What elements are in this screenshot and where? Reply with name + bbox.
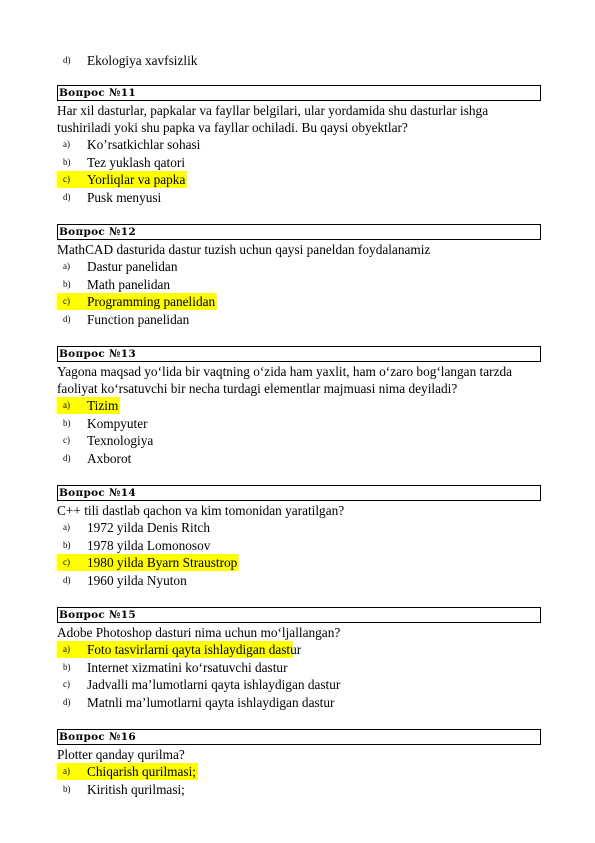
answer-text: Ekologiya xavfsizlik — [87, 52, 198, 68]
answer-option-highlighted — [57, 397, 541, 415]
answer-letter: c) — [63, 435, 70, 446]
answer-letter: d) — [63, 696, 71, 707]
question-header: Вопрос №16 — [57, 729, 541, 745]
answer-letter: c) — [57, 171, 87, 188]
question-block — [57, 729, 541, 798]
question-text: C++ tili dastlab qachon va kim tomonidan yaratilgan? — [57, 503, 345, 518]
question-text: Plotter qanday qurilma? — [57, 747, 185, 762]
answer-letter: a) — [57, 397, 87, 414]
answer-option-highlighted — [57, 293, 541, 311]
answer-text: Yorliqlar va papka — [87, 172, 186, 188]
answer-letter: c) — [57, 554, 87, 571]
answer-text: Pusk menyusi — [87, 189, 162, 205]
answer-letter: a) — [57, 763, 87, 780]
answer-text: Axborot — [87, 450, 132, 466]
answer-text: 1978 yilda Lomonosov — [87, 537, 211, 553]
answer-letter: a) — [63, 522, 70, 533]
answer-letter: a) — [63, 261, 70, 272]
answer-text: Kompyuter — [87, 415, 148, 431]
answer-text: Tez yuklash qatori — [87, 154, 186, 170]
answer-letter: a) — [63, 139, 70, 150]
answer-text: Chiqarish qurilmasi; — [87, 764, 196, 780]
answer-letter: d) — [63, 313, 71, 324]
answer-option — [57, 189, 541, 207]
question-block — [57, 607, 541, 711]
answer-letter: b) — [63, 539, 71, 550]
question-text: Adobe Photoshop dasturi nima uchun mo‘ljallangan? — [57, 625, 341, 640]
answer-text: 1960 yilda Nyuton — [87, 572, 187, 588]
question-block — [57, 85, 541, 206]
answer-letter: d) — [63, 191, 71, 202]
answer-letter: b) — [63, 783, 71, 794]
answer-letter: c) — [57, 293, 87, 310]
question-text: Har xil dasturlar, papkalar va fayllar belgilari, ular yordamida shu dasturlar ishga tushiriladi yoki shu papka va fayllar ochiladi. Bu qaysi obyektlar? — [57, 103, 489, 135]
answer-option-highlighted — [57, 171, 541, 189]
question-header: Вопрос №11 — [57, 85, 541, 101]
document-page — [57, 51, 541, 816]
answer-option — [57, 781, 541, 799]
answer-text: Function panelidan — [87, 311, 190, 327]
question-list — [57, 85, 541, 798]
answer-letter: d) — [63, 574, 71, 585]
answer-option — [57, 676, 541, 694]
answer-text: Matnli ma’lumotlarni qayta ishlaydigan dastur — [87, 694, 335, 710]
answer-option — [57, 276, 541, 294]
answer-option-highlighted — [57, 763, 541, 781]
question-header: Вопрос №13 — [57, 346, 541, 362]
answer-text: Dastur panelidan — [87, 259, 178, 275]
answer-option — [57, 450, 541, 468]
answer-option — [57, 311, 541, 329]
answer-letter: d) — [63, 54, 71, 65]
answer-option — [57, 519, 541, 537]
answer-option — [57, 572, 541, 590]
answer-option — [57, 659, 541, 677]
answer-option — [57, 258, 541, 276]
answer-option — [57, 154, 541, 172]
answer-text: Texnologiya — [87, 433, 154, 449]
answer-letter: b) — [63, 278, 71, 289]
answer-letter: c) — [63, 679, 70, 690]
question-header: Вопрос №12 — [57, 224, 541, 240]
answer-text: Internet xizmatini ko‘rsatuvchi dastur — [87, 659, 288, 675]
answer-option — [57, 432, 541, 450]
answer-option-highlighted — [57, 554, 541, 572]
answer-text: 1972 yilda Denis Ritch — [87, 520, 210, 536]
question-block — [57, 224, 541, 328]
question-block — [57, 346, 541, 467]
question-block — [57, 485, 541, 589]
answer-text: Foto tasvirlarni qayta ishlaydigan dastur — [87, 642, 302, 658]
answer-text: Kiritish qurilmasi; — [87, 781, 185, 797]
answer-text: Math panelidan — [87, 276, 171, 292]
answer-option — [57, 694, 541, 712]
question-header: Вопрос №15 — [57, 607, 541, 623]
answer-option — [57, 415, 541, 433]
answer-option — [57, 537, 541, 555]
answer-text: Programming panelidan — [87, 294, 216, 310]
answer-text: 1980 yilda Byarn Straustrop — [87, 555, 238, 571]
answer-text: Tizim — [87, 398, 119, 414]
answer-letter: b) — [63, 417, 71, 428]
answer-letter: b) — [63, 661, 71, 672]
answer-text: Jadvalli ma’lumotlarni qayta ishlaydigan dastur — [87, 677, 341, 693]
answer-letter: a) — [57, 641, 87, 658]
question-header: Вопрос №14 — [57, 485, 541, 501]
answer-option — [57, 136, 541, 154]
answer-letter: b) — [63, 156, 71, 167]
answer-letter: d) — [63, 452, 71, 463]
answer-text: Ko’rsatkichlar sohasi — [87, 137, 201, 153]
question-text: MathCAD dasturida dastur tuzish uchun qaysi paneldan foydalanamiz — [57, 242, 431, 257]
answer-option — [57, 51, 541, 69]
intro-answer — [57, 51, 541, 69]
question-text: Yagona maqsad yo‘lida bir vaqtning o‘zida ham yaxlit, ham o‘zaro bog‘langan tarzda faoliyat ko‘rsatuvchi bir necha turdagi elementlar majmuasi nima deyiladi? — [57, 364, 513, 396]
answer-option-highlighted — [57, 641, 541, 659]
